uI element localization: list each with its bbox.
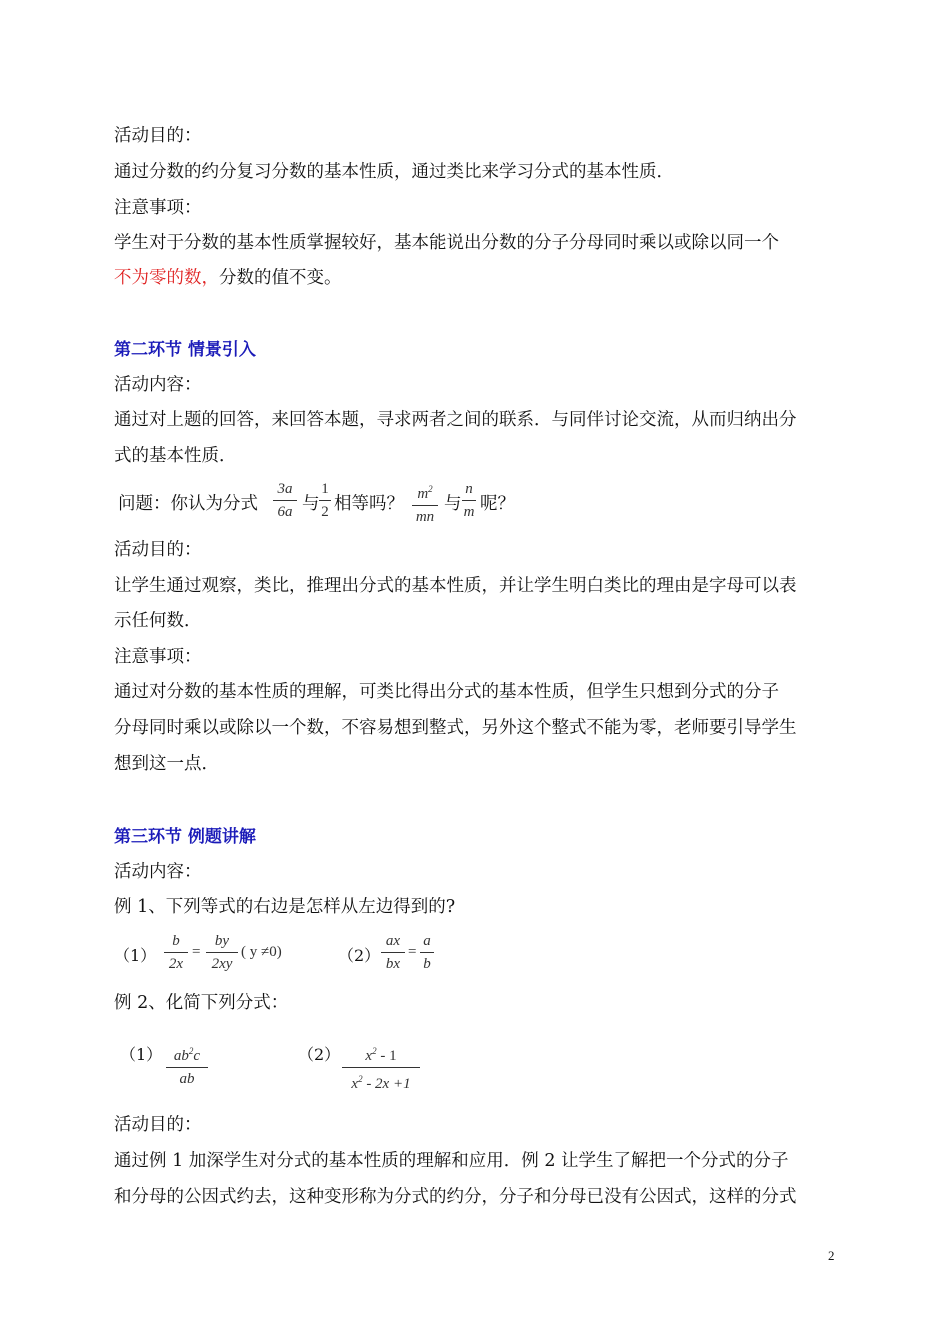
fraction-b-2x xyxy=(164,932,188,973)
fraction-n-m xyxy=(462,480,476,521)
numerator: b xyxy=(172,933,180,949)
purpose-line-2: 示任何数． xyxy=(114,611,202,631)
denominator: ab xyxy=(179,1071,195,1087)
fraction-ab2c-ab xyxy=(166,1042,208,1088)
ex1-2-label: （2） xyxy=(338,946,381,965)
denominator: m xyxy=(463,504,475,520)
fraction-bar xyxy=(412,505,438,506)
condition: ( y ≠0) xyxy=(241,944,282,960)
purpose-line-1: 让学生通过观察，类比，推理出分式的基本性质，并让学生明白类比的理由是字母可以表 xyxy=(114,576,797,596)
ex2-1-label: （1） xyxy=(120,1045,163,1064)
denominator: 2 xyxy=(321,504,329,520)
fraction-quadratic xyxy=(342,1042,420,1093)
fraction-bar xyxy=(166,1067,208,1068)
denominator: b xyxy=(423,956,431,972)
with-text-2: 与 xyxy=(444,494,462,514)
fraction-bar xyxy=(273,500,297,501)
fraction-bar xyxy=(319,500,331,501)
page-number: 2 xyxy=(828,1248,835,1263)
numerator: by xyxy=(214,933,230,949)
fraction-ax-bx xyxy=(381,932,405,973)
content-label: 活动内容： xyxy=(114,375,202,395)
fraction-by-2xy xyxy=(206,932,238,973)
denominator: 2x xyxy=(168,956,184,972)
content-line-2: 式的基本性质． xyxy=(114,446,237,466)
note-line-a: 通过对分数的基本性质的理解，可类比得出分式的基本性质，但学生只想到分式的分子 xyxy=(114,682,779,702)
ex1-1-label: （1） xyxy=(114,946,157,965)
purpose-text: 通过分数的约分复习分数的基本性质，通过类比来学习分式的基本性质． xyxy=(114,162,674,182)
fraction-bar xyxy=(420,952,434,953)
fraction-1-2 xyxy=(319,480,331,521)
note-line-2-rest: 分数的值不变。 xyxy=(219,268,342,288)
ex2-2-label: （2） xyxy=(298,1045,341,1064)
question-prefix: 问题：你认为分式 xyxy=(118,494,258,514)
note-line-b: 分母同时乘以或除以一个数，不容易想到整式，另外这个整式不能为零，老师要引导学生 xyxy=(114,718,797,738)
note-label-2: 注意事项： xyxy=(114,647,202,667)
ne-question: 呢？ xyxy=(480,494,515,514)
denominator: bx xyxy=(385,956,401,972)
fraction-m2-mn xyxy=(412,480,438,526)
note-line-2 xyxy=(114,266,342,290)
numerator: $x^2 - 1$ xyxy=(365,1046,397,1064)
equals-sign-2: = xyxy=(408,944,417,960)
denominator: $x^2 - 2x +1$ xyxy=(351,1074,411,1092)
purpose-label: 活动目的： xyxy=(114,126,202,146)
fraction-3a-6a xyxy=(273,480,297,521)
fraction-bar xyxy=(164,952,188,953)
section-heading-2: 第二环节 情景引入 xyxy=(114,340,256,360)
numerator: $m^2$ xyxy=(417,484,433,502)
fraction-bar xyxy=(206,952,238,953)
section-heading-3: 第三环节 例题讲解 xyxy=(114,827,256,847)
content-label-3: 活动内容： xyxy=(114,862,202,882)
fraction-bar xyxy=(462,500,476,501)
example-2-title: 例 2、化简下列分式： xyxy=(114,993,289,1013)
note-line-c: 想到这一点． xyxy=(114,754,219,774)
denominator: mn xyxy=(415,509,435,525)
equals-sign: = xyxy=(192,944,201,960)
denominator: 2xy xyxy=(211,956,233,972)
with-text-1: 与 xyxy=(302,494,320,514)
numerator: 3a xyxy=(277,481,293,497)
highlight-text: 不为零的数， xyxy=(114,268,219,288)
purpose-label-2: 活动目的： xyxy=(114,540,202,560)
numerator: ax xyxy=(385,933,401,949)
numerator: $ab^2c$ xyxy=(173,1046,201,1064)
denominator: 6a xyxy=(277,504,293,520)
purpose-line-3a: 通过例 1 加深学生对分式的基本性质的理解和应用．例 2 让学生了解把一个分式的分子 xyxy=(114,1151,789,1171)
equal-question: 相等吗？ xyxy=(334,494,404,514)
fraction-bar xyxy=(381,952,405,953)
purpose-label-3: 活动目的： xyxy=(114,1115,202,1135)
example-1-title: 例 1、下列等式的右边是怎样从左边得到的? xyxy=(114,897,456,917)
numerator: a xyxy=(423,933,431,949)
purpose-line-3b: 和分母的公因式约去，这种变形称为分式的约分，分子和分母已没有公因式，这样的分式 xyxy=(114,1187,797,1207)
note-label: 注意事项： xyxy=(114,198,202,218)
numerator: 1 xyxy=(321,481,329,497)
content-line-1: 通过对上题的回答，来回答本题，寻求两者之间的联系．与同伴讨论交流，从而归纳出分 xyxy=(114,410,797,430)
note-line-1: 学生对于分数的基本性质掌握较好，基本能说出分数的分子分母同时乘以或除以同一个 xyxy=(114,233,779,253)
fraction-bar xyxy=(342,1067,420,1068)
fraction-a-b xyxy=(420,932,434,973)
numerator: n xyxy=(465,481,473,497)
